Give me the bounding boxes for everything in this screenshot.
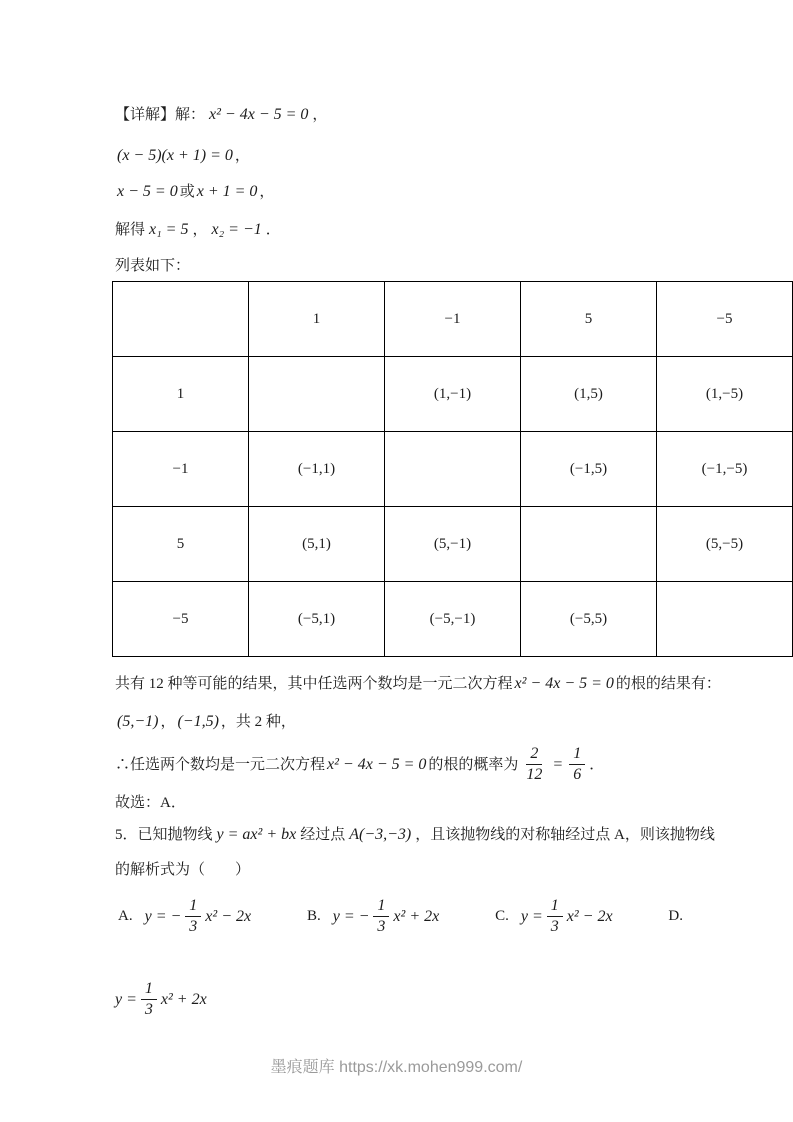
table-cell: −5: [113, 582, 249, 657]
fraction-numerator: 1: [547, 896, 563, 917]
fraction-1-3: [373, 896, 389, 937]
probability-label: 的根的概率为: [428, 756, 519, 773]
table-cell: 5: [521, 282, 657, 357]
or-text: 或: [179, 184, 195, 200]
pairs-count-text: ，共 2 种，: [220, 714, 296, 730]
table-intro-text: 列表如下：: [115, 258, 191, 274]
table-cell: (−5,1): [249, 582, 385, 657]
fraction-denominator: 12: [526, 766, 543, 783]
outcome-table: [112, 281, 793, 657]
option-b-label: B.: [306, 908, 321, 924]
table-cell: (−1,1): [249, 432, 385, 507]
table-row: [113, 507, 793, 582]
equation-quadratic: x² − 4x − 5 = 0: [514, 675, 614, 692]
formula-pre: y =: [115, 990, 137, 1008]
option-a-label: A.: [118, 908, 133, 924]
option-b-formula: [333, 896, 440, 937]
formula-post: x² − 2x: [566, 907, 613, 925]
table-cell: 1: [113, 357, 249, 432]
table-cell: [249, 357, 385, 432]
parabola-equation: y = ax² + bx: [216, 826, 297, 843]
fraction-1-3: [547, 896, 563, 937]
table-cell: 5: [113, 507, 249, 582]
formula-pre: y = −: [144, 907, 182, 925]
table-cell: −1: [113, 432, 249, 507]
equation-root-1: x − 5 = 0: [117, 183, 178, 200]
fraction-1-3: [185, 896, 201, 937]
solution-line-4: [115, 220, 793, 240]
solution-detail-label: 【详解】解：: [115, 107, 206, 123]
table-cell: −5: [657, 282, 793, 357]
option-c-formula: [521, 896, 613, 937]
option-d-formula: [115, 979, 207, 1020]
table-cell: (5,−1): [385, 507, 521, 582]
passes-through-text: 经过点: [300, 827, 346, 843]
question-number-and-text: 5．已知抛物线: [115, 827, 213, 843]
result-count-pre: 共有 12 种等可能的结果，其中任选两个数均是一元二次方程: [115, 676, 513, 692]
punctuation: ．: [265, 222, 281, 238]
option-d-formula-line: [115, 979, 793, 1020]
fraction-numerator: 2: [526, 744, 542, 765]
fraction-denominator: 3: [377, 918, 386, 935]
probability-line: [115, 744, 793, 785]
fraction-numerator: 1: [141, 979, 157, 1000]
table-cell: (1,−1): [385, 357, 521, 432]
option-c: [495, 896, 612, 937]
table-cell: (1,5): [521, 357, 657, 432]
table-cell: [113, 282, 249, 357]
punctuation: ，: [312, 107, 328, 123]
equals-sign: =: [552, 755, 564, 773]
favorable-pairs-line: [115, 712, 793, 732]
fraction-1-3: [141, 979, 157, 1020]
table-cell: (1,−5): [657, 357, 793, 432]
table-cell: (−1,−5): [657, 432, 793, 507]
solution-line-3: [115, 182, 793, 202]
table-row: [113, 582, 793, 657]
table-cell: (−1,5): [521, 432, 657, 507]
fraction-denominator: 3: [550, 918, 559, 935]
fraction-denominator: 3: [144, 1001, 153, 1018]
punctuation: ，: [234, 148, 250, 164]
equation-quadratic: x² − 4x − 5 = 0: [327, 755, 427, 773]
table-row: [113, 282, 793, 357]
table-cell: (−5,5): [521, 582, 657, 657]
options-row: [118, 896, 683, 937]
option-a-formula: [145, 896, 252, 937]
point-a-coordinates: A(−3,−3): [349, 826, 412, 843]
option-b: [307, 896, 439, 937]
table-cell: [657, 582, 793, 657]
fraction-denominator: 3: [189, 918, 198, 935]
punctuation: ，: [192, 222, 208, 238]
root-value-1: x₁ = 5: [149, 221, 189, 238]
stem-blank-text: 的解析式为（ ）: [115, 862, 251, 878]
punctuation: ．: [589, 756, 605, 773]
fraction-1-6: [569, 744, 585, 785]
solution-line-2: [115, 146, 793, 166]
formula-post: x² + 2x: [160, 990, 207, 1008]
formula-post: x² + 2x: [393, 907, 440, 925]
punctuation: ，: [160, 714, 176, 730]
therefore-text: ∴任选两个数均是一元二次方程: [115, 756, 326, 773]
fraction-denominator: 6: [573, 766, 582, 783]
formula-pre: y = −: [332, 907, 370, 925]
option-d: [668, 908, 683, 925]
table-row: [113, 357, 793, 432]
fraction-numerator: 1: [373, 896, 389, 917]
question5-stem-line-1: [115, 825, 793, 845]
stem-continuation: ，且该抛物线的对称轴经过点 A，则该抛物线: [415, 827, 715, 843]
formula-pre: y =: [520, 907, 543, 925]
answer-line: [115, 793, 793, 813]
table-cell: [385, 432, 521, 507]
equation-factored: (x − 5)(x + 1) = 0: [117, 147, 233, 164]
table-row: [113, 432, 793, 507]
answer-text: 故选：A．: [115, 795, 186, 811]
pair-1: (5,−1): [117, 713, 159, 730]
table-cell: (5,−5): [657, 507, 793, 582]
option-d-label: D.: [668, 908, 683, 924]
pair-2: (−1,5): [177, 713, 219, 730]
punctuation: ，: [259, 184, 275, 200]
option-a: [118, 896, 251, 937]
table-cell: (5,1): [249, 507, 385, 582]
table-intro: [115, 256, 793, 276]
fraction-numerator: 1: [569, 744, 585, 765]
table-cell: [521, 507, 657, 582]
table-cell: (−5,−1): [385, 582, 521, 657]
result-count-post: 的根的结果有：: [615, 676, 721, 692]
fraction-2-12: [522, 744, 546, 785]
equation-quadratic: x² − 4x − 5 = 0: [209, 106, 309, 123]
formula-post: x² − 2x: [205, 907, 252, 925]
question5-stem-line-2: [115, 860, 793, 880]
table-cell: −1: [385, 282, 521, 357]
option-c-label: C.: [495, 908, 509, 924]
solve-label: 解得: [115, 222, 146, 238]
result-count-line: [115, 674, 793, 694]
footer-watermark: 墨痕题库 https://xk.mohen999.com/: [270, 1059, 523, 1076]
table-cell: 1: [249, 282, 385, 357]
fraction-numerator: 1: [185, 896, 201, 917]
solution-line-1: [115, 105, 793, 125]
equation-root-2: x + 1 = 0: [196, 183, 258, 200]
root-value-2: x₂ = −1: [211, 221, 262, 238]
